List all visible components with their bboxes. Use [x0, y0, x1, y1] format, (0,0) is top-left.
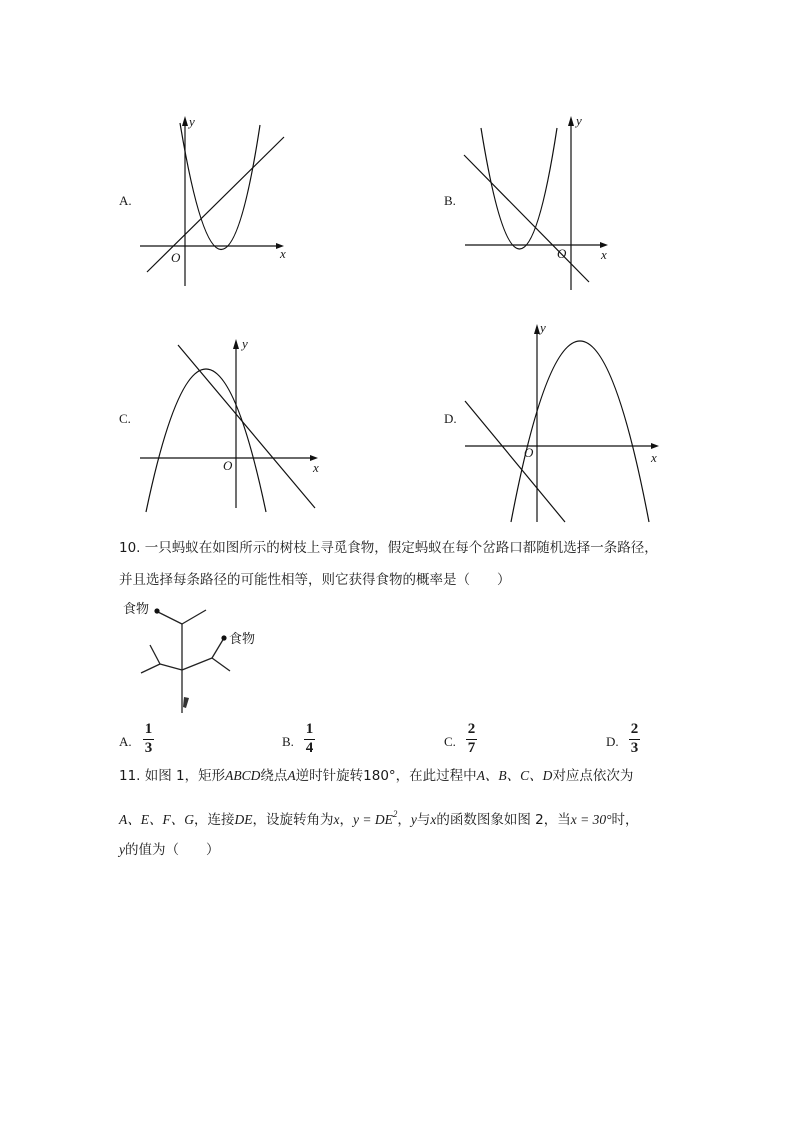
graph-d-label: D.: [444, 411, 457, 426]
tree-twig-left-up: [150, 645, 160, 664]
graph-c-origin: O: [223, 458, 233, 473]
q11-points-aefg: A、E、F、G: [119, 812, 194, 827]
q11-text: 的值为（ ）: [125, 842, 220, 858]
q10-option-c-num: 2: [467, 721, 476, 737]
q11-text: 逆时针旋转180°，在此过程中: [295, 768, 477, 784]
q11-text: ，: [397, 812, 411, 828]
tree-branch-left: [160, 664, 182, 670]
graph-d-origin: O: [524, 445, 534, 460]
ant-mark: [183, 697, 189, 708]
q10-option-b-label: B.: [282, 734, 294, 749]
q10-option-d-fraction[interactable]: [629, 722, 640, 756]
tree-branch-food-1: [158, 612, 182, 624]
q10-option-d-den: 3: [630, 740, 639, 756]
food-dot-1: [154, 608, 159, 613]
q10-option-c-fraction[interactable]: [466, 722, 477, 756]
q11-var-x: x: [430, 812, 437, 827]
food-dot-2: [221, 635, 226, 640]
graph-c-label: C.: [119, 411, 131, 426]
q11-text: 11. 如图 1，矩形: [119, 768, 226, 784]
graph-a-x-label: x: [280, 246, 286, 261]
tree-twig-right-down: [212, 658, 230, 671]
q11-segment-de: DE: [234, 812, 253, 827]
graph-b-x-label: x: [601, 247, 607, 262]
q11-text: 时，: [611, 812, 639, 828]
q11-rect-name: ABCD: [225, 768, 261, 783]
q11-var-x: x: [333, 812, 340, 827]
q11-text: ，: [339, 812, 353, 828]
tree-branch-food-2: [212, 638, 224, 658]
graph-a-y-label: y: [189, 114, 195, 129]
graph-b-label: B.: [444, 193, 456, 208]
q10-line-2: 并且选择每条路径的可能性相等，则它获得食物的概率是（ ）: [119, 572, 511, 588]
q11-line-3: [119, 840, 220, 860]
q11-text: ，设旋转角为: [252, 812, 334, 828]
q10-option-a-label: A.: [119, 734, 132, 749]
graph-b-y-label: y: [576, 113, 582, 128]
graph-a-label: A.: [119, 193, 132, 208]
graph-c-y-label: y: [242, 336, 248, 351]
graph-d-y-label: y: [540, 320, 546, 335]
q10-option-a-den: 3: [144, 740, 153, 756]
q10-option-d-num: 2: [630, 721, 639, 737]
graph-a-origin: O: [171, 250, 181, 265]
q11-line-2: [119, 804, 639, 830]
q11-var-y: y: [119, 842, 125, 857]
q10-option-c-label: C.: [444, 734, 456, 749]
graph-c-x-label: x: [313, 460, 319, 475]
q11-text: 对应点依次为: [552, 768, 634, 784]
food-label-1: 食物: [123, 602, 150, 617]
tree-branch-top-right: [182, 610, 206, 624]
q10-option-a-fraction[interactable]: [143, 722, 154, 756]
food-label-2: 食物: [229, 632, 256, 647]
q10-option-c-den: 7: [467, 740, 476, 756]
q11-equation: y = DE: [353, 812, 393, 827]
q10-option-b-num: 1: [305, 721, 314, 737]
q11-var-y: y: [410, 812, 417, 827]
q11-text: 的函数图象如图 2，当: [436, 812, 571, 828]
q11-condition: x = 30°: [570, 812, 612, 827]
q11-line-1: [119, 766, 633, 786]
q11-exponent: 2: [392, 809, 398, 819]
q11-text: 绕点: [260, 768, 288, 784]
q10-line-1: 10. 一只蚂蚁在如图所示的树枝上寻觅食物，假定蚂蚁在每个岔路口都随机选择一条路径，: [119, 540, 658, 556]
q11-text: 与: [416, 812, 431, 828]
q11-points-abcd: A、B、C、D: [476, 768, 553, 783]
graph-b-origin: O: [557, 246, 567, 261]
tree-twig-left-down: [141, 664, 160, 673]
tree-branch-right: [182, 658, 212, 670]
q10-option-b-fraction[interactable]: [304, 722, 315, 756]
q10-option-a-num: 1: [144, 721, 153, 737]
q10-option-d-label: D.: [606, 734, 619, 749]
q10-option-b-den: 4: [305, 740, 314, 756]
q11-point-a: A: [287, 768, 296, 783]
q11-text: ，连接: [194, 812, 235, 828]
graph-d-x-label: x: [651, 450, 657, 465]
